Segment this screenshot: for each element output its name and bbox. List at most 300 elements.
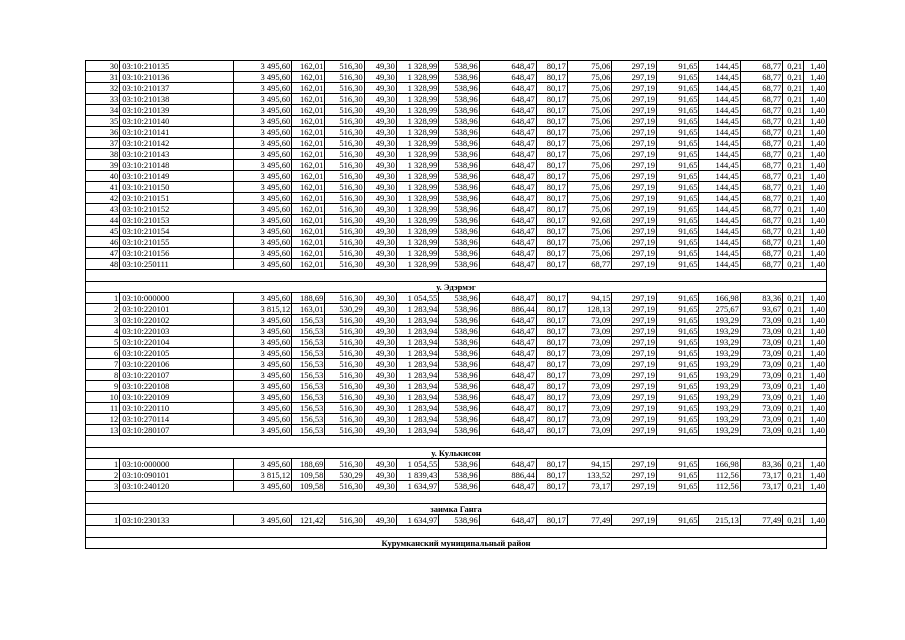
value-cell: 297,19 [612, 204, 657, 215]
value-cell: 0,21 [783, 72, 804, 83]
value-cell: 80,17 [536, 105, 567, 116]
value-cell: 3 495,60 [234, 61, 292, 72]
value-cell: 144,45 [699, 138, 740, 149]
value-cell: 49,30 [364, 470, 396, 481]
value-cell: 3 495,60 [234, 481, 292, 492]
value-cell: 516,30 [325, 326, 364, 337]
value-cell: 3 495,60 [234, 403, 292, 414]
value-cell: 516,30 [325, 381, 364, 392]
value-cell: 75,06 [567, 204, 612, 215]
value-cell: 80,17 [536, 392, 567, 403]
value-cell: 0,21 [783, 127, 804, 138]
value-cell: 1 283,94 [396, 315, 438, 326]
value-cell: 1,40 [804, 149, 827, 160]
row-number-cell: 45 [86, 226, 120, 237]
value-cell: 73,09 [567, 348, 612, 359]
value-cell: 3 495,60 [234, 237, 292, 248]
value-cell: 49,30 [364, 127, 396, 138]
row-number-cell: 38 [86, 149, 120, 160]
table-row [86, 293, 827, 304]
value-cell: 1 328,99 [396, 215, 438, 226]
cadastral-code-cell: 03:10:220109 [120, 392, 234, 403]
value-cell: 193,29 [699, 315, 740, 326]
value-cell: 163,01 [292, 304, 325, 315]
value-cell: 80,17 [536, 237, 567, 248]
value-cell: 73,09 [567, 315, 612, 326]
value-cell: 3 495,60 [234, 515, 292, 526]
value-cell: 73,09 [740, 425, 782, 436]
value-cell: 297,19 [612, 326, 657, 337]
row-number-cell: 8 [86, 370, 120, 381]
value-cell: 538,96 [439, 259, 479, 270]
value-cell: 0,21 [783, 337, 804, 348]
value-cell: 1,40 [804, 237, 827, 248]
table-row [86, 160, 827, 171]
value-cell: 162,01 [292, 116, 325, 127]
value-cell: 3 495,60 [234, 226, 292, 237]
value-cell: 0,21 [783, 304, 804, 315]
value-cell: 156,53 [292, 414, 325, 425]
table-row [86, 326, 827, 337]
value-cell: 648,47 [479, 171, 536, 182]
value-cell: 1,40 [804, 326, 827, 337]
value-cell: 516,30 [325, 481, 364, 492]
value-cell: 297,19 [612, 370, 657, 381]
value-cell: 648,47 [479, 293, 536, 304]
value-cell: 91,65 [656, 94, 698, 105]
table-row [86, 193, 827, 204]
value-cell: 516,30 [325, 403, 364, 414]
value-cell: 1,40 [804, 425, 827, 436]
table-row [86, 359, 827, 370]
value-cell: 648,47 [479, 337, 536, 348]
value-cell: 49,30 [364, 414, 396, 425]
value-cell: 162,01 [292, 226, 325, 237]
value-cell: 1,40 [804, 403, 827, 414]
value-cell: 0,21 [783, 237, 804, 248]
row-number-cell: 12 [86, 414, 120, 425]
value-cell: 162,01 [292, 215, 325, 226]
value-cell: 1 283,94 [396, 348, 438, 359]
value-cell: 1 328,99 [396, 226, 438, 237]
spacer-cell [86, 436, 827, 448]
value-cell: 0,21 [783, 105, 804, 116]
table-row [86, 105, 827, 116]
value-cell: 73,09 [567, 425, 612, 436]
value-cell: 1,40 [804, 414, 827, 425]
value-cell: 91,65 [656, 72, 698, 83]
value-cell: 538,96 [439, 83, 479, 94]
value-cell: 516,30 [325, 370, 364, 381]
value-cell: 297,19 [612, 193, 657, 204]
cadastral-code-cell: 03:10:210140 [120, 116, 234, 127]
value-cell: 73,09 [740, 359, 782, 370]
value-cell: 80,17 [536, 127, 567, 138]
value-cell: 516,30 [325, 61, 364, 72]
value-cell: 80,17 [536, 315, 567, 326]
value-cell: 162,01 [292, 237, 325, 248]
value-cell: 75,06 [567, 116, 612, 127]
value-cell: 648,47 [479, 182, 536, 193]
value-cell: 73,17 [740, 470, 782, 481]
value-cell: 68,77 [740, 83, 782, 94]
value-cell: 73,09 [567, 381, 612, 392]
row-number-cell: 31 [86, 72, 120, 83]
cadastral-code-cell: 03:10:210139 [120, 105, 234, 116]
value-cell: 3 495,60 [234, 392, 292, 403]
table-row [86, 138, 827, 149]
value-cell: 297,19 [612, 259, 657, 270]
value-cell: 49,30 [364, 326, 396, 337]
value-cell: 75,06 [567, 105, 612, 116]
row-number-cell: 43 [86, 204, 120, 215]
value-cell: 166,98 [699, 293, 740, 304]
value-cell: 538,96 [439, 348, 479, 359]
value-cell: 297,19 [612, 348, 657, 359]
value-cell: 538,96 [439, 370, 479, 381]
table-row [86, 94, 827, 105]
value-cell: 3 495,60 [234, 193, 292, 204]
value-cell: 133,52 [567, 470, 612, 481]
row-number-cell: 1 [86, 459, 120, 470]
value-cell: 193,29 [699, 359, 740, 370]
cadastral-code-cell: 03:10:220102 [120, 315, 234, 326]
value-cell: 1,40 [804, 381, 827, 392]
value-cell: 538,96 [439, 459, 479, 470]
value-cell: 156,53 [292, 315, 325, 326]
value-cell: 49,30 [364, 94, 396, 105]
table-row [86, 392, 827, 403]
value-cell: 516,30 [325, 138, 364, 149]
value-cell: 297,19 [612, 171, 657, 182]
value-cell: 91,65 [656, 414, 698, 425]
value-cell: 162,01 [292, 259, 325, 270]
section-title: у. Эдэрмэг [86, 282, 827, 293]
row-number-cell: 36 [86, 127, 120, 138]
value-cell: 80,17 [536, 149, 567, 160]
value-cell: 68,77 [740, 204, 782, 215]
value-cell: 156,53 [292, 359, 325, 370]
value-cell: 516,30 [325, 94, 364, 105]
value-cell: 80,17 [536, 171, 567, 182]
cadastral-code-cell: 03:10:240120 [120, 481, 234, 492]
value-cell: 1,40 [804, 470, 827, 481]
value-cell: 1 328,99 [396, 248, 438, 259]
table-row [86, 370, 827, 381]
value-cell: 1,40 [804, 459, 827, 470]
row-number-cell: 1 [86, 515, 120, 526]
row-number-cell: 3 [86, 315, 120, 326]
value-cell: 297,19 [612, 337, 657, 348]
value-cell: 3 495,60 [234, 138, 292, 149]
value-cell: 68,77 [740, 182, 782, 193]
value-cell: 1 634,97 [396, 481, 438, 492]
data-table [85, 60, 827, 549]
value-cell: 91,65 [656, 105, 698, 116]
value-cell: 275,67 [699, 304, 740, 315]
value-cell: 538,96 [439, 193, 479, 204]
value-cell: 1 283,94 [396, 403, 438, 414]
value-cell: 49,30 [364, 403, 396, 414]
cadastral-code-cell: 03:10:210151 [120, 193, 234, 204]
value-cell: 144,45 [699, 160, 740, 171]
value-cell: 516,30 [325, 259, 364, 270]
value-cell: 3 495,60 [234, 248, 292, 259]
value-cell: 144,45 [699, 204, 740, 215]
value-cell: 162,01 [292, 61, 325, 72]
value-cell: 73,09 [567, 359, 612, 370]
value-cell: 91,65 [656, 138, 698, 149]
value-cell: 648,47 [479, 237, 536, 248]
value-cell: 73,09 [740, 414, 782, 425]
spacer-cell [86, 270, 827, 282]
value-cell: 648,47 [479, 370, 536, 381]
value-cell: 538,96 [439, 215, 479, 226]
value-cell: 75,06 [567, 160, 612, 171]
value-cell: 91,65 [656, 215, 698, 226]
value-cell: 162,01 [292, 149, 325, 160]
value-cell: 73,09 [567, 337, 612, 348]
value-cell: 297,19 [612, 481, 657, 492]
value-cell: 68,77 [740, 138, 782, 149]
value-cell: 1,40 [804, 515, 827, 526]
value-cell: 538,96 [439, 237, 479, 248]
value-cell: 1 328,99 [396, 149, 438, 160]
value-cell: 1 283,94 [396, 326, 438, 337]
value-cell: 538,96 [439, 470, 479, 481]
value-cell: 1,40 [804, 481, 827, 492]
value-cell: 162,01 [292, 204, 325, 215]
value-cell: 530,29 [325, 304, 364, 315]
row-number-cell: 39 [86, 160, 120, 171]
row-number-cell: 2 [86, 470, 120, 481]
value-cell: 193,29 [699, 370, 740, 381]
value-cell: 1 054,55 [396, 459, 438, 470]
value-cell: 80,17 [536, 138, 567, 149]
value-cell: 297,19 [612, 116, 657, 127]
value-cell: 538,96 [439, 515, 479, 526]
spacer-row [86, 270, 827, 282]
value-cell: 297,19 [612, 160, 657, 171]
value-cell: 121,42 [292, 515, 325, 526]
value-cell: 530,29 [325, 470, 364, 481]
value-cell: 80,17 [536, 259, 567, 270]
value-cell: 49,30 [364, 337, 396, 348]
value-cell: 77,49 [740, 515, 782, 526]
value-cell: 156,53 [292, 425, 325, 436]
value-cell: 1 283,94 [396, 392, 438, 403]
value-cell: 0,21 [783, 61, 804, 72]
cadastral-code-cell: 03:10:210137 [120, 83, 234, 94]
value-cell: 0,21 [783, 182, 804, 193]
value-cell: 193,29 [699, 337, 740, 348]
value-cell: 0,21 [783, 326, 804, 337]
value-cell: 80,17 [536, 193, 567, 204]
value-cell: 1,40 [804, 72, 827, 83]
value-cell: 297,19 [612, 359, 657, 370]
value-cell: 648,47 [479, 315, 536, 326]
value-cell: 193,29 [699, 403, 740, 414]
value-cell: 73,09 [567, 392, 612, 403]
value-cell: 73,09 [740, 370, 782, 381]
value-cell: 516,30 [325, 215, 364, 226]
cadastral-code-cell: 03:10:210154 [120, 226, 234, 237]
value-cell: 162,01 [292, 83, 325, 94]
value-cell: 156,53 [292, 403, 325, 414]
value-cell: 297,19 [612, 215, 657, 226]
value-cell: 92,68 [567, 215, 612, 226]
value-cell: 49,30 [364, 370, 396, 381]
value-cell: 1 328,99 [396, 193, 438, 204]
value-cell: 648,47 [479, 160, 536, 171]
value-cell: 156,53 [292, 326, 325, 337]
value-cell: 538,96 [439, 127, 479, 138]
value-cell: 80,17 [536, 72, 567, 83]
value-cell: 73,09 [740, 381, 782, 392]
value-cell: 648,47 [479, 138, 536, 149]
value-cell: 297,19 [612, 127, 657, 138]
value-cell: 516,30 [325, 414, 364, 425]
value-cell: 49,30 [364, 138, 396, 149]
value-cell: 538,96 [439, 326, 479, 337]
value-cell: 516,30 [325, 359, 364, 370]
value-cell: 3 495,60 [234, 94, 292, 105]
value-cell: 144,45 [699, 182, 740, 193]
row-number-cell: 35 [86, 116, 120, 127]
value-cell: 648,47 [479, 116, 536, 127]
value-cell: 648,47 [479, 248, 536, 259]
value-cell: 109,58 [292, 481, 325, 492]
cadastral-code-cell: 03:10:210143 [120, 149, 234, 160]
value-cell: 73,09 [567, 370, 612, 381]
value-cell: 1,40 [804, 160, 827, 171]
value-cell: 112,56 [699, 481, 740, 492]
value-cell: 193,29 [699, 381, 740, 392]
value-cell: 91,65 [656, 515, 698, 526]
value-cell: 538,96 [439, 414, 479, 425]
value-cell: 297,19 [612, 403, 657, 414]
value-cell: 49,30 [364, 315, 396, 326]
value-cell: 648,47 [479, 83, 536, 94]
value-cell: 0,21 [783, 259, 804, 270]
value-cell: 538,96 [439, 138, 479, 149]
value-cell: 0,21 [783, 248, 804, 259]
value-cell: 144,45 [699, 248, 740, 259]
value-cell: 3 495,60 [234, 105, 292, 116]
row-number-cell: 34 [86, 105, 120, 116]
value-cell: 0,21 [783, 459, 804, 470]
value-cell: 144,45 [699, 72, 740, 83]
value-cell: 156,53 [292, 381, 325, 392]
value-cell: 91,65 [656, 348, 698, 359]
table-row [86, 72, 827, 83]
value-cell: 538,96 [439, 392, 479, 403]
table-row [86, 403, 827, 414]
value-cell: 648,47 [479, 127, 536, 138]
value-cell: 648,47 [479, 326, 536, 337]
cadastral-code-cell: 03:10:220106 [120, 359, 234, 370]
value-cell: 94,15 [567, 293, 612, 304]
table-row [86, 414, 827, 425]
value-cell: 1 634,97 [396, 515, 438, 526]
value-cell: 68,77 [740, 160, 782, 171]
value-cell: 162,01 [292, 94, 325, 105]
value-cell: 91,65 [656, 326, 698, 337]
value-cell: 166,98 [699, 459, 740, 470]
value-cell: 3 495,60 [234, 414, 292, 425]
value-cell: 49,30 [364, 425, 396, 436]
value-cell: 49,30 [364, 61, 396, 72]
row-number-cell: 44 [86, 215, 120, 226]
value-cell: 3 495,60 [234, 204, 292, 215]
table-row [86, 204, 827, 215]
row-number-cell: 1 [86, 293, 120, 304]
value-cell: 0,21 [783, 359, 804, 370]
value-cell: 80,17 [536, 359, 567, 370]
value-cell: 144,45 [699, 94, 740, 105]
value-cell: 80,17 [536, 403, 567, 414]
table-row [86, 83, 827, 94]
value-cell: 162,01 [292, 248, 325, 259]
value-cell: 516,30 [325, 72, 364, 83]
value-cell: 516,30 [325, 171, 364, 182]
value-cell: 73,09 [567, 414, 612, 425]
value-cell: 0,21 [783, 171, 804, 182]
value-cell: 144,45 [699, 237, 740, 248]
section-header-row [86, 282, 827, 293]
row-number-cell: 37 [86, 138, 120, 149]
value-cell: 0,21 [783, 116, 804, 127]
value-cell: 3 495,60 [234, 127, 292, 138]
table-row [86, 182, 827, 193]
value-cell: 144,45 [699, 105, 740, 116]
value-cell: 73,09 [567, 403, 612, 414]
value-cell: 49,30 [364, 171, 396, 182]
value-cell: 538,96 [439, 425, 479, 436]
value-cell: 91,65 [656, 83, 698, 94]
value-cell: 73,09 [740, 403, 782, 414]
value-cell: 68,77 [740, 94, 782, 105]
value-cell: 3 495,60 [234, 326, 292, 337]
value-cell: 648,47 [479, 515, 536, 526]
spacer-cell [86, 492, 827, 504]
value-cell: 0,21 [783, 204, 804, 215]
value-cell: 0,21 [783, 470, 804, 481]
cadastral-code-cell: 03:10:220107 [120, 370, 234, 381]
value-cell: 75,06 [567, 193, 612, 204]
value-cell: 538,96 [439, 116, 479, 127]
table-row [86, 259, 827, 270]
cadastral-code-cell: 03:10:210150 [120, 182, 234, 193]
value-cell: 49,30 [364, 248, 396, 259]
value-cell: 94,15 [567, 459, 612, 470]
section-header-row [86, 504, 827, 515]
table-row [86, 237, 827, 248]
value-cell: 49,30 [364, 116, 396, 127]
value-cell: 80,17 [536, 248, 567, 259]
value-cell: 1,40 [804, 83, 827, 94]
value-cell: 91,65 [656, 293, 698, 304]
value-cell: 80,17 [536, 304, 567, 315]
value-cell: 516,30 [325, 348, 364, 359]
value-cell: 297,19 [612, 425, 657, 436]
table-row [86, 337, 827, 348]
value-cell: 193,29 [699, 392, 740, 403]
value-cell: 1,40 [804, 61, 827, 72]
value-cell: 1,40 [804, 304, 827, 315]
value-cell: 1,40 [804, 248, 827, 259]
value-cell: 80,17 [536, 414, 567, 425]
